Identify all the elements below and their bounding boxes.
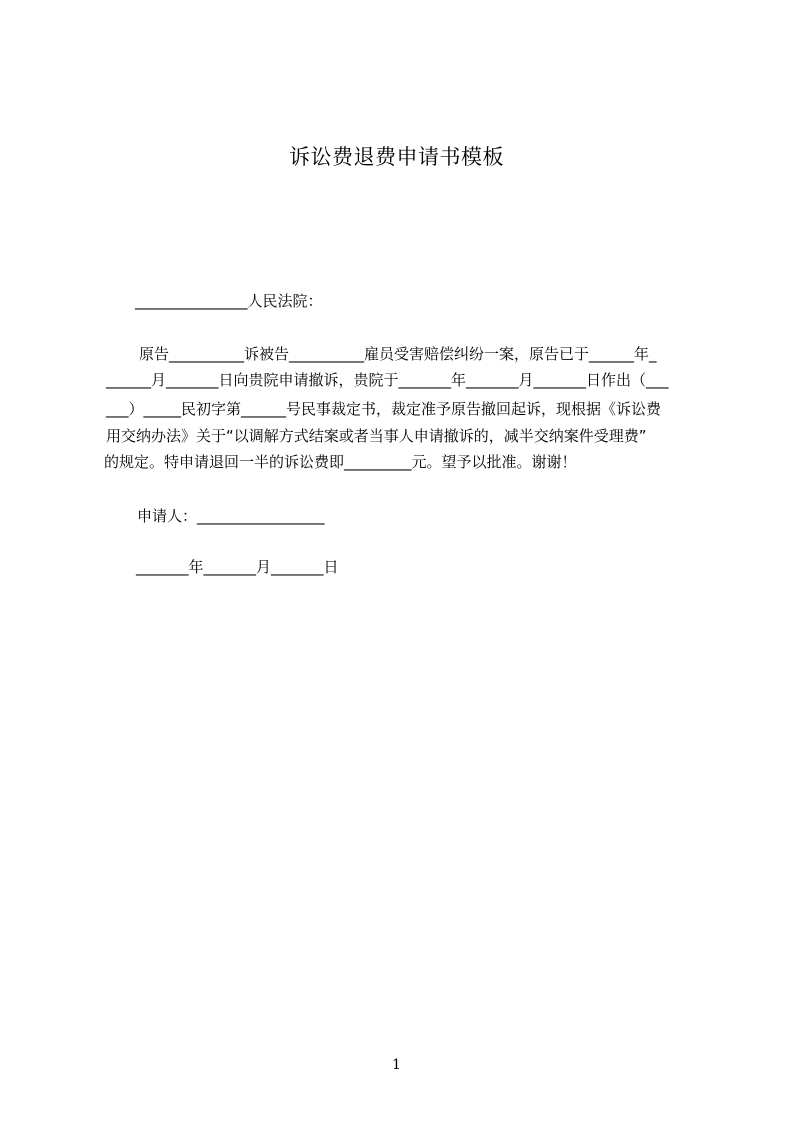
body-line-4: 用交纳办法》关于“以调解方式结案或者当事人申请撤诉的，减半交纳案件受理费” <box>106 427 647 445</box>
body-line-5: 的规定。特申请退回一半的诉讼费即_________元。望予以批准。谢谢！ <box>104 453 577 471</box>
body-line-3: ___）_____民初字第______号民事裁定书，裁定准予原告撤回起诉，现根据《诉讼费 <box>106 400 662 418</box>
body-line-1: 原告__________诉被告__________雇员受害赔偿纠纷一案，原告已于______年_ <box>139 345 657 363</box>
applicant-signature-line: 申请人：_________________ <box>137 507 325 525</box>
addressee-line: _______________人民法院： <box>135 292 323 310</box>
date-line: _______年_______月_______日 <box>136 558 339 576</box>
document-title: 诉讼费退费申请书模板 <box>289 145 504 169</box>
body-line-2: ______月_______日向贵院申请撤诉，贵院于_______年_______月_______日作出（___ <box>106 371 669 389</box>
page-number: 1 <box>392 1057 401 1073</box>
